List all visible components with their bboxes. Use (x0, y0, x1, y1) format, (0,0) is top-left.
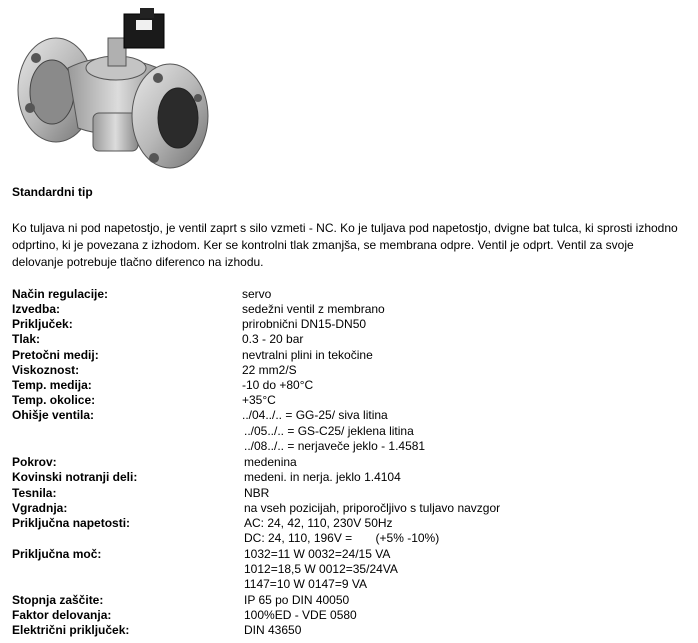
spec-value: 22 mm2/S (242, 363, 297, 377)
spec-label: Kovinski notranji deli: (12, 470, 138, 484)
spec-label: Pokrov: (12, 455, 57, 469)
spec-row (12, 408, 692, 424)
spec-label: Stopnja zaščite: (12, 593, 104, 607)
spec-value: IP 65 po DIN 40050 (244, 593, 350, 607)
spec-row (12, 516, 692, 532)
spec-value: 1012=18,5 W 0012=35/24VA (244, 562, 398, 576)
spec-value: prirobnični DN15-DN50 (242, 317, 367, 331)
spec-value: +35°C (242, 393, 276, 407)
spec-value: medeni. in nerja. jeklo 1.4104 (244, 470, 401, 484)
section-heading: Standardni tip (12, 185, 93, 199)
spec-label: Tlak: (12, 332, 41, 346)
spec-value: DC: 24, 110, 196V = (+5% -10%) (244, 531, 440, 545)
spec-row (12, 623, 692, 639)
spec-row (12, 424, 692, 440)
spec-label: Način regulacije: (12, 287, 109, 301)
spec-row (12, 577, 692, 593)
spec-row (12, 317, 692, 333)
spec-label: Faktor delovanja: (12, 608, 112, 622)
spec-row (12, 531, 692, 547)
spec-label: Izvedba: (12, 302, 61, 316)
spec-label: Priključna napetosti: (12, 516, 131, 530)
spec-value: DIN 43650 (244, 623, 302, 637)
spec-row (12, 439, 692, 455)
spec-row (12, 287, 692, 303)
spec-label: Temp. medija: (12, 378, 92, 392)
spec-value: medenina (244, 455, 297, 469)
spec-value: 0.3 - 20 bar (242, 332, 304, 346)
spec-row (12, 332, 692, 348)
spec-row (12, 470, 692, 486)
spec-label: Pretočni medij: (12, 348, 99, 362)
spec-row (12, 363, 692, 379)
spec-value: ../08../.. = nerjaveče jeklo - 1.4581 (244, 439, 426, 453)
spec-label: Viskoznost: (12, 363, 80, 377)
spec-row (12, 501, 692, 517)
solenoid-valve-image (8, 8, 214, 176)
spec-value: ../04../.. = GG-25/ siva litina (242, 408, 388, 422)
spec-row (12, 547, 692, 563)
description-paragraph: Ko tuljava ni pod napetostjo, je ventil zaprt s silo vzmeti - NC. Ko je tuljava pod napetostjo, dvigne bat tulca, ki sprosti izhodno odprtino, ki je povezana z izhodom. Ker se kontrolni tlak zmanjša, se membrana odpre. Ventil je odprt. Ventil za svoje delovanje potrebuje tlačno diferenco na izhodu. (12, 221, 678, 269)
spec-label: Priključek: (12, 317, 73, 331)
spec-row (12, 348, 692, 364)
spec-row (12, 593, 692, 609)
spec-row (12, 608, 692, 624)
spec-value: NBR (244, 486, 270, 500)
spec-value: -10 do +80°C (242, 378, 314, 392)
spec-value: sedežni ventil z membrano (242, 302, 385, 316)
spec-row (12, 562, 692, 578)
spec-value: na vseh pozicijah, priporočljivo s tuljavo navzgor (244, 501, 501, 515)
spec-value: 100%ED - VDE 0580 (244, 608, 357, 622)
spec-label: Temp. okolice: (12, 393, 96, 407)
spec-label: Električni priključek: (12, 623, 130, 637)
spec-label: Vgradnja: (12, 501, 68, 515)
spec-value: AC: 24, 42, 110, 230V 50Hz (244, 516, 393, 530)
spec-row (12, 302, 692, 318)
spec-value: nevtralni plini in tekočine (242, 348, 373, 362)
spec-value: 1032=11 W 0032=24/15 VA (244, 547, 391, 561)
spec-row (12, 378, 692, 394)
spec-value: servo (242, 287, 272, 301)
spec-label: Priključna moč: (12, 547, 102, 561)
spec-row (12, 393, 692, 409)
spec-value: ../05../.. = GS-C25/ jeklena litina (244, 424, 414, 438)
spec-value: 1147=10 W 0147=9 VA (244, 577, 367, 591)
spec-row (12, 455, 692, 471)
spec-label: Ohišje ventila: (12, 408, 95, 422)
spec-row (12, 486, 692, 502)
spec-label: Tesnila: (12, 486, 57, 500)
